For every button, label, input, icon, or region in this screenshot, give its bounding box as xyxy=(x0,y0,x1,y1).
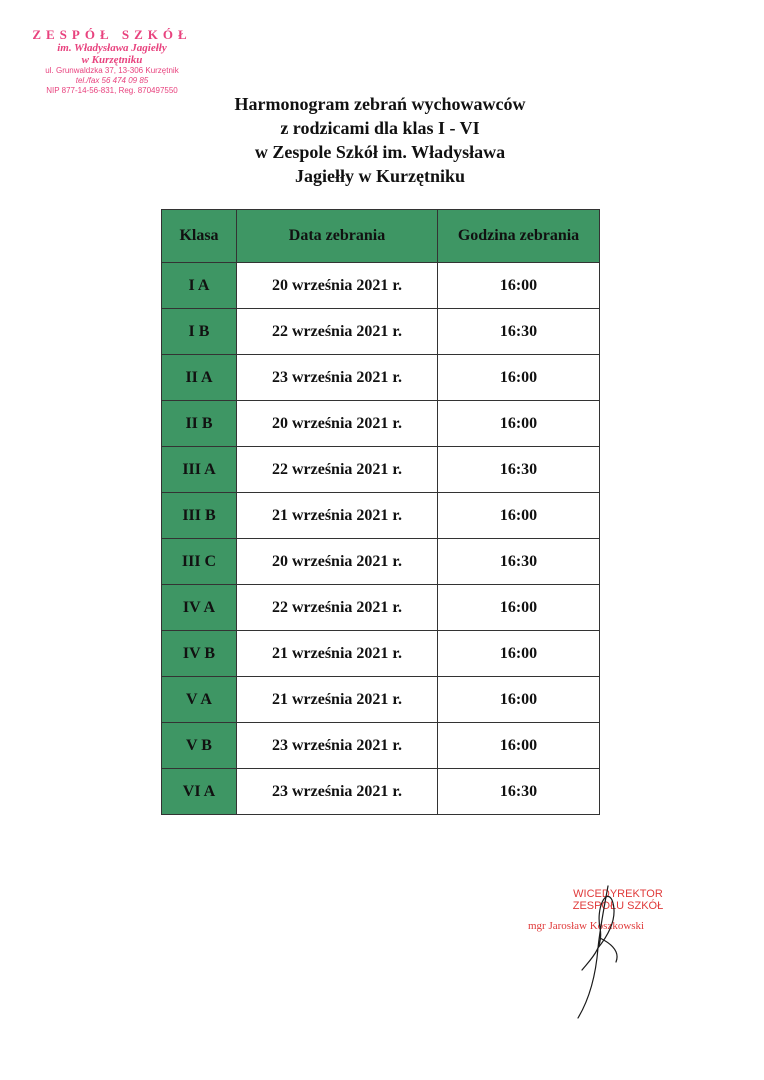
table-row xyxy=(162,539,600,585)
table-row xyxy=(162,263,600,309)
cell-godzina: 16:00 xyxy=(438,401,600,447)
cell-data: 22 września 2021 r. xyxy=(237,585,438,631)
cell-klasa: II B xyxy=(162,401,237,447)
cell-godzina: 16:30 xyxy=(438,309,600,355)
stamp-role-line-1: WICEDYREKTOR xyxy=(573,888,663,900)
table-row xyxy=(162,585,600,631)
cell-klasa: IV B xyxy=(162,631,237,677)
cell-klasa: V B xyxy=(162,723,237,769)
cell-data: 20 września 2021 r. xyxy=(237,539,438,585)
table-row xyxy=(162,355,600,401)
cell-data: 22 września 2021 r. xyxy=(237,309,438,355)
table-row xyxy=(162,309,600,355)
cell-data: 21 września 2021 r. xyxy=(237,493,438,539)
document-title xyxy=(180,92,580,188)
header-data: Data zebrania xyxy=(237,210,438,263)
cell-godzina: 16:00 xyxy=(438,631,600,677)
cell-klasa: V A xyxy=(162,677,237,723)
stamp-line-2: im. Władysława Jagiełły xyxy=(57,42,167,54)
stamp-role-line-2: ZESPOŁU SZKÓŁ xyxy=(572,900,664,912)
header-godzina: Godzina zebrania xyxy=(438,210,600,263)
cell-data: 21 września 2021 r. xyxy=(237,631,438,677)
cell-data: 23 września 2021 r. xyxy=(237,355,438,401)
cell-klasa: III B xyxy=(162,493,237,539)
table-row xyxy=(162,769,600,815)
cell-godzina: 16:00 xyxy=(438,723,600,769)
title-line-3: w Zespole Szkół im. Władysława xyxy=(254,142,506,162)
cell-data: 23 września 2021 r. xyxy=(237,723,438,769)
cell-godzina: 16:30 xyxy=(438,447,600,493)
table-row xyxy=(162,493,600,539)
cell-data: 20 września 2021 r. xyxy=(237,401,438,447)
cell-klasa: IV A xyxy=(162,585,237,631)
school-stamp xyxy=(22,28,202,96)
table-row xyxy=(162,723,600,769)
cell-klasa: III C xyxy=(162,539,237,585)
title-line-2: z rodzicami dla klas I - VI xyxy=(280,118,480,138)
stamp-phone: tel./fax 56 474 09 85 xyxy=(75,76,149,85)
cell-data: 20 września 2021 r. xyxy=(237,263,438,309)
table-row xyxy=(162,401,600,447)
cell-data: 21 września 2021 r. xyxy=(237,677,438,723)
table-row xyxy=(162,631,600,677)
cell-klasa: VI A xyxy=(162,769,237,815)
cell-data: 23 września 2021 r. xyxy=(237,769,438,815)
table-row xyxy=(162,677,600,723)
cell-klasa: III A xyxy=(162,447,237,493)
cell-klasa: I A xyxy=(162,263,237,309)
cell-godzina: 16:30 xyxy=(438,539,600,585)
title-line-4: Jagiełły w Kurzętniku xyxy=(295,166,465,186)
title-line-1: Harmonogram zebrań wychowawców xyxy=(234,94,526,114)
cell-klasa: I B xyxy=(162,309,237,355)
table-row xyxy=(162,447,600,493)
cell-godzina: 16:00 xyxy=(438,493,600,539)
stamp-line-1: ZESPÓŁ SZKÓŁ xyxy=(32,27,192,42)
stamp-address: ul. Grunwaldzka 37, 13-306 Kurzętnik xyxy=(45,66,179,75)
schedule-table xyxy=(161,209,600,815)
cell-godzina: 16:00 xyxy=(438,585,600,631)
cell-klasa: II A xyxy=(162,355,237,401)
stamp-nip: NIP 877-14-56-831, Reg. 870497550 xyxy=(46,86,178,95)
cell-godzina: 16:00 xyxy=(438,677,600,723)
stamp-line-3: w Kurzętniku xyxy=(81,54,143,66)
cell-godzina: 16:00 xyxy=(438,263,600,309)
cell-godzina: 16:00 xyxy=(438,355,600,401)
handwritten-signature-icon xyxy=(560,878,650,1028)
cell-data: 22 września 2021 r. xyxy=(237,447,438,493)
cell-godzina: 16:30 xyxy=(438,769,600,815)
stamp-signer-name: mgr Jarosław Koszkowski xyxy=(528,920,645,932)
header-klasa: Klasa xyxy=(162,210,237,263)
table-header-row xyxy=(162,210,600,263)
